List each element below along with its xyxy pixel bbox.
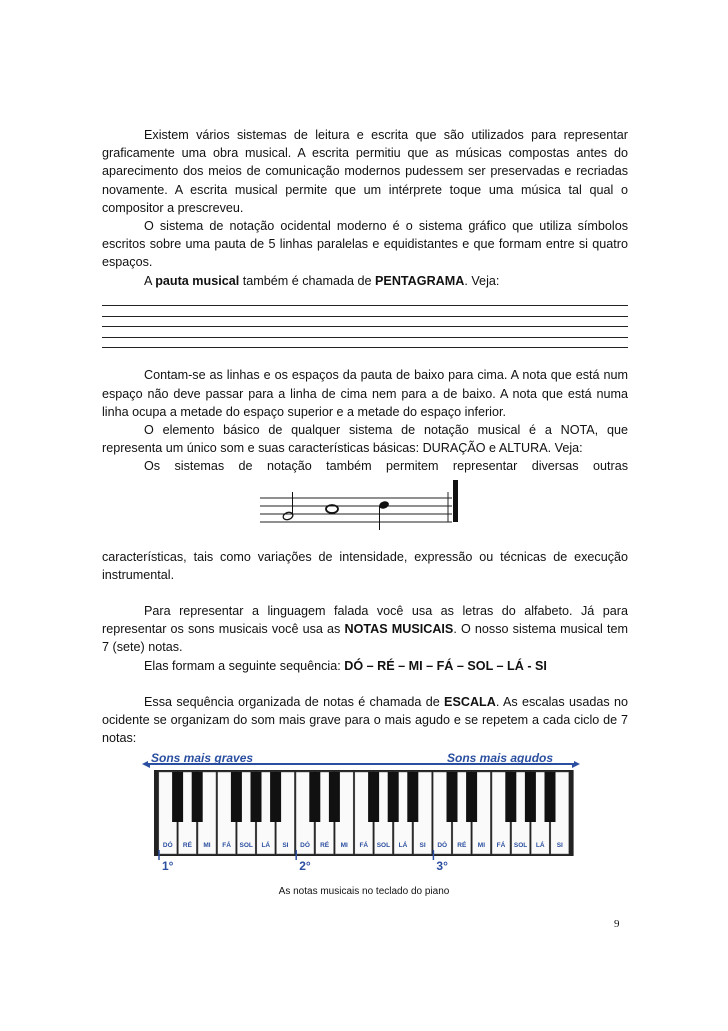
piano-keyboard-figure <box>142 750 580 874</box>
key-note-label: DÓ <box>162 842 173 849</box>
key-note-label: SI <box>556 842 563 849</box>
label-graves: Sons mais graves <box>151 751 254 765</box>
staff-line <box>102 327 628 338</box>
octave-label: 3° <box>436 859 448 873</box>
paragraph-pentagrama: A pauta musical também é chamada de PENTAGRAMA. Veja: <box>144 273 500 288</box>
black-key <box>368 772 379 822</box>
quarter-note <box>378 500 390 530</box>
figure-caption: As notas musicais no teclado do piano <box>278 886 450 897</box>
page-number: 9 <box>614 918 620 930</box>
paragraph-nota: O elemento básico de qualquer sistema de notação musical é a NOTA, que representa um único som e suas características básicas: DURAÇÃO e ALTURA. Veja: <box>102 422 628 456</box>
black-key <box>505 772 516 822</box>
empty-staff <box>102 296 628 349</box>
black-key <box>447 772 458 822</box>
staff-line <box>102 338 628 349</box>
paragraph-other-first: Os sistemas de notação também permitem representar diversas outras <box>144 459 628 474</box>
final-barline <box>453 480 458 522</box>
key-note-label: FÁ <box>496 842 506 849</box>
black-key <box>329 772 340 822</box>
key-note-label: MI <box>340 842 348 849</box>
key-note-label: RÉ <box>182 842 192 849</box>
staff-line <box>102 296 628 307</box>
octave-label: 1° <box>162 859 174 873</box>
paragraph-notas-musicais: Para representar a linguagem falada você usa as letras do alfabeto. Já para representar os sons musicais você usa as NOTAS MUSICAIS. O nosso sistema musical tem 7 (sete) notas. <box>102 603 628 655</box>
key-note-label: SI <box>419 842 426 849</box>
key-note-label: SOL <box>376 842 391 849</box>
key-note-label: DÓ <box>437 842 448 849</box>
black-key <box>251 772 262 822</box>
black-key <box>309 772 320 822</box>
black-key <box>388 772 399 822</box>
staff-line <box>102 317 628 328</box>
paragraph-intro: Existem vários sistemas de leitura e escrita que são utilizados para representar graficamente uma obra musical. A escrita permitiu que as músicas compostas antes do aparecimento dos meios de comunicação modernos pudessem ser preservadas e recriadas novamente. A escrita musical permite que um intérprete toque uma música tal qual o compositor a prescreveu. <box>102 128 628 215</box>
paragraph-count-lines: Contam-se as linhas e os espaços da pauta de baixo para cima. A nota que está num espaço não deve passar para a linha de cima nem para a de baixo. A nota que está numa linha ocupa a metade do espaço superior e a metade do espaço inferior. <box>102 368 628 419</box>
key-note-label: MI <box>477 842 486 849</box>
black-key <box>172 772 183 822</box>
key-note-label: FÁ <box>359 842 369 849</box>
paragraph-notation-system: O sistema de notação ocidental moderno é o sistema gráfico que utiliza símbolos escritos sobre uma pauta de 5 linhas paralelas e equidistantes e que formam entre si quatro espaços. <box>102 219 628 270</box>
key-note-label: SI <box>282 842 289 849</box>
black-key <box>525 772 536 822</box>
black-key <box>270 772 281 822</box>
black-key <box>466 772 477 822</box>
key-note-label: RÉ <box>457 842 467 849</box>
key-note-label: FÁ <box>222 842 231 849</box>
key-note-label: LÁ <box>261 842 271 849</box>
key-note-label: DÓ <box>300 842 310 849</box>
key-note-label: LÁ <box>398 842 408 849</box>
paragraph-sequence: Elas formam a seguinte sequência: DÓ – RÉ – MI – FÁ – SOL – LÁ - SI <box>144 658 547 673</box>
staff-line <box>102 306 628 317</box>
key-note-label: SOL <box>513 842 528 849</box>
octave-label: 2° <box>299 859 311 873</box>
black-key <box>545 772 556 822</box>
black-key <box>407 772 418 822</box>
black-key <box>231 772 242 822</box>
document-body <box>102 126 628 747</box>
key-note-label: MI <box>203 842 211 849</box>
label-agudos: Sons mais agudos <box>447 751 554 765</box>
note-staff-figure <box>258 478 460 540</box>
paragraph-other-rest: características, tais como variações de intensidade, expressão ou técnicas de execução instrumental. <box>102 549 628 582</box>
black-key <box>192 772 203 822</box>
key-note-label: RÉ <box>320 842 330 849</box>
key-note-label: LÁ <box>535 842 545 849</box>
paragraph-escala: Essa sequência organizada de notas é chamada de ESCALA. As escalas usadas no ocidente se organizam do som mais grave para o mais agudo e se repetem a cada ciclo de 7 notas: <box>102 694 628 746</box>
key-note-label: SOL <box>239 842 253 849</box>
